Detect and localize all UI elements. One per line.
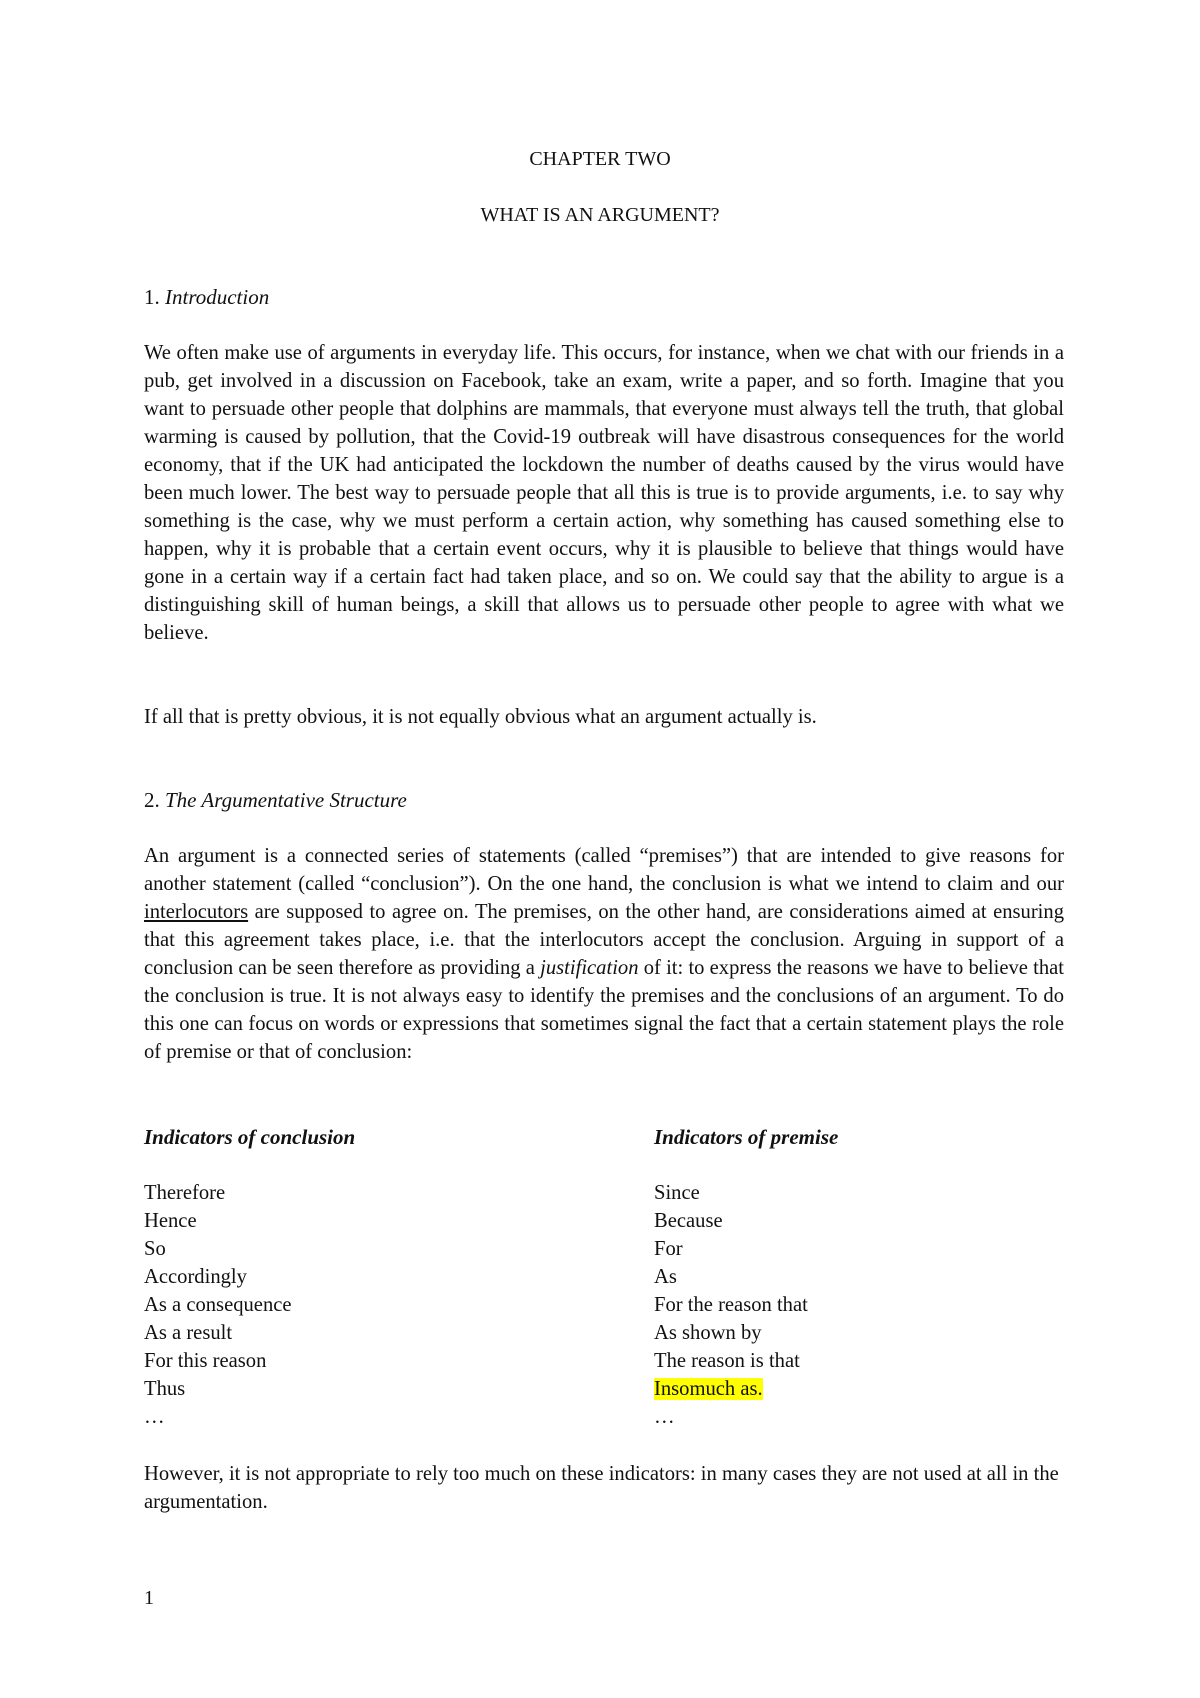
section-2-paragraph: [144, 842, 1064, 1066]
list-item: So: [144, 1238, 166, 1260]
list-item: As a consequence: [144, 1294, 292, 1316]
section-2-number: 2.: [144, 788, 160, 812]
list-item: As a result: [144, 1322, 233, 1344]
page-number: 1: [144, 1587, 154, 1609]
list-item-highlighted: [654, 1375, 808, 1403]
section-2-text-part2: are supposed to agree on. The premises, on the other hand, are considerations aimed at ensuring that this agreement takes place, i.e. that the interlocutors accept the conclusion. Arguing in support of a conclusion can be seen therefore as providing a: [144, 901, 1064, 979]
highlighted-text: Insomuch as.: [654, 1378, 763, 1400]
list-item: As shown by: [654, 1322, 762, 1344]
chapter-subtitle: WHAT IS AN ARGUMENT?: [480, 204, 720, 226]
section-1-closing-line: If all that is pretty obvious, it is not equally obvious what an argument actually is.: [144, 706, 817, 728]
section-2-text-part1: An argument is a connected series of statements (called “premises”) that are intended to give reasons for another statement (called “conclusion”). On the one hand, the conclusion is what we intend to claim and our: [144, 845, 1064, 895]
section-1-heading: [144, 283, 269, 311]
chapter-title: CHAPTER TWO: [529, 148, 671, 170]
premise-indicators-header: Indicators of premise: [654, 1125, 839, 1149]
section-2-heading: [144, 786, 407, 814]
list-item: Because: [654, 1210, 723, 1232]
section-2-title: The Argumentative Structure: [165, 788, 407, 812]
closing-paragraph: However, it is not appropriate to rely too much on these indicators: in many cases they are not used at all in the argumentation.: [144, 1463, 1059, 1513]
list-item: Accordingly: [144, 1266, 247, 1288]
list-item: …: [144, 1406, 165, 1428]
section-1-paragraph: We often make use of arguments in everyday life. This occurs, for instance, when we chat with our friends in a pub, get involved in a discussion on Facebook, take an exam, write a paper, and so forth. Imagine that you want to persuade other people that dolphins are mammals, that everyone must always tell the truth, that global warming is caused by pollution, that the Covid-19 outbreak will have disastrous consequences for the world economy, that if the UK had anticipated the lockdown the number of deaths caused by the virus would have been much lower. The best way to persuade people that all this is true is to provide arguments, i.e. to say why something is the case, why we must perform a certain action, why something has caused something else to happen, why it is probable that a certain event occurs, why it is plausible to believe that things would have gone in a certain way if a certain fact had taken place, and so on. We could say that the ability to argue is a distinguishing skill of human beings, a skill that allows us to persuade other people to agree with what we believe.: [144, 342, 1064, 644]
justification-italic: justification: [540, 957, 639, 979]
section-1-title: Introduction: [165, 285, 270, 309]
list-item: For the reason that: [654, 1294, 808, 1316]
list-item: The reason is that: [654, 1350, 800, 1372]
section-1-number: 1.: [144, 285, 160, 309]
list-item: Thus: [144, 1378, 186, 1400]
list-item: As: [654, 1266, 677, 1288]
premise-indicators-list: [654, 1179, 808, 1431]
list-item: Hence: [144, 1210, 197, 1232]
conclusion-indicators-header: Indicators of conclusion: [144, 1125, 356, 1149]
list-item: Therefore: [144, 1182, 226, 1204]
section-2-text-part3: of it: to express the reasons we have to believe that the conclusion is true. It is not always easy to identify the premises and the conclusions of an argument. To do this one can focus on words or expressions that sometimes signal the fact that a certain statement plays the role of premise or that of conclusion:: [144, 957, 1064, 1063]
conclusion-indicators-list: [144, 1179, 292, 1431]
list-item: …: [654, 1406, 675, 1428]
interlocutors-underlined: interlocutors: [144, 901, 249, 923]
list-item: For this reason: [144, 1350, 267, 1372]
list-item: Since: [654, 1182, 700, 1204]
list-item: For: [654, 1238, 683, 1260]
